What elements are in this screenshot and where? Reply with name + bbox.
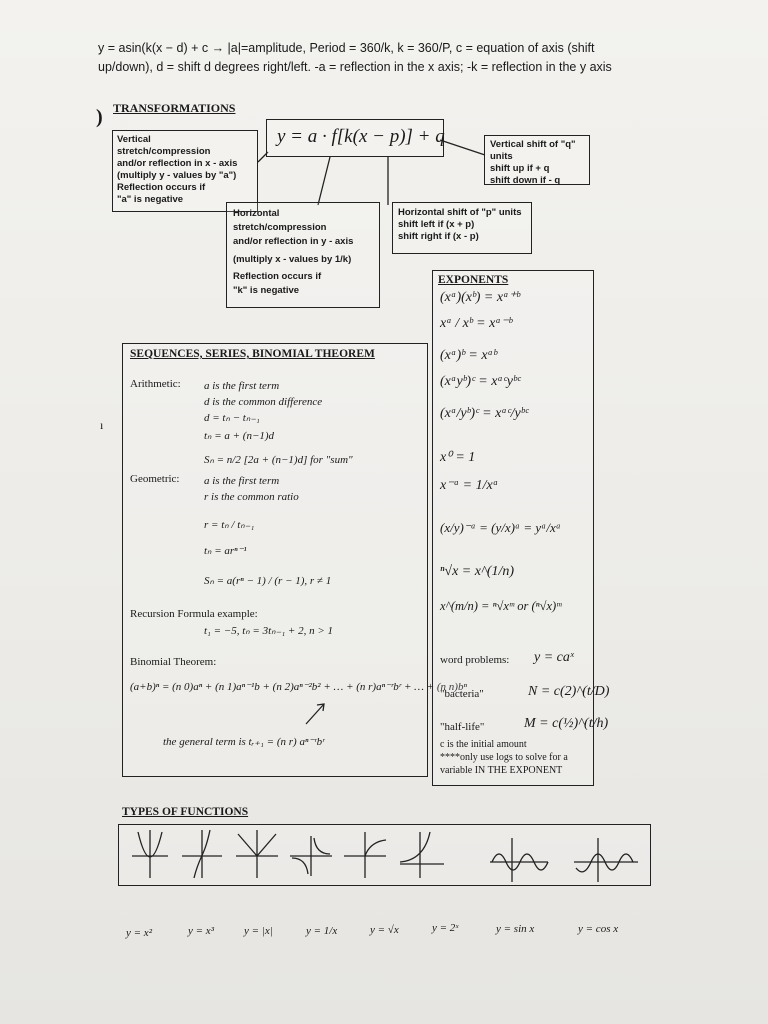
vertical-line: stretch/compression (117, 146, 211, 157)
exponents-title: EXPONENTS (438, 274, 509, 286)
function-label: y = x² (126, 927, 152, 939)
graph-exponential (400, 832, 444, 878)
vshift-line: Vertical shift of "q" units (490, 139, 576, 162)
transformation-formula-box (266, 119, 444, 157)
binomial-formula: (a+b)ⁿ = (n 0)aⁿ + (n 1)aⁿ⁻¹b + (n 2)aⁿ⁻²b² + … + (n r)aⁿ⁻ʳbʳ + … + (n n)bⁿ (130, 681, 467, 693)
horizontal-line: "k" is negative (233, 285, 300, 296)
horizontal-line: Horizontal (233, 208, 280, 219)
vertical-stretch-box (112, 130, 258, 212)
horizontal-line: stretch/compression (233, 222, 327, 233)
hshift-line: shift right if (x - p) (398, 231, 479, 242)
exponent-rule: x⁻ᵃ = 1/xᵃ (440, 478, 499, 493)
arith-line: tₙ = a + (n−1)d (204, 430, 275, 442)
vertical-line: Vertical (117, 134, 151, 145)
bacteria-label: "bacteria" (440, 688, 484, 700)
transformation-formula: y = a · f[k(x − p)] + q (277, 126, 445, 147)
graph-parabola (132, 830, 168, 878)
exponent-rule: xᵃ / xᵇ = xᵃ⁻ᵇ (440, 316, 513, 331)
horizontal-shift-box (392, 202, 532, 254)
vertical-line: (multiply y - values by "a") (117, 170, 237, 181)
binomial-arrow (300, 700, 330, 730)
arith-line: d is the common difference (204, 396, 323, 408)
arithmetic-block (204, 378, 353, 468)
exponent-rule: ⁿ√x = x^(1/n) (440, 564, 515, 579)
function-label: y = |x| (244, 925, 273, 937)
function-graphs (118, 824, 649, 884)
vertical-shift-box (484, 135, 590, 185)
halflife-formula: M = c(½)^(t/h) (524, 716, 609, 731)
arithmetic-label: Arithmetic: (130, 378, 181, 390)
word-problems-formula: y = caˣ (534, 650, 574, 665)
recursion-formula: t₁ = −5, tₙ = 3tₙ₋₁ + 2, n > 1 (204, 625, 334, 637)
horizontal-line: (multiply x - values by 1/k) (233, 254, 352, 265)
bacteria-formula: N = c(2)^(t/D) (528, 684, 610, 699)
exponent-note: ****only use logs to solve for a (440, 752, 568, 763)
function-label: y = √x (370, 924, 399, 936)
graph-reciprocal (290, 836, 332, 876)
function-label: y = 2ˣ (432, 922, 459, 934)
exponent-rule: (xᵃ/yᵇ)ᶜ = xᵃᶜ/yᵇᶜ (440, 406, 529, 421)
sequences-title: SEQUENCES, SERIES, BINOMIAL THEOREM (130, 348, 375, 360)
binomial-label: Binomial Theorem: (130, 656, 217, 668)
exponent-rules (440, 292, 561, 628)
function-label: y = cos x (578, 923, 619, 935)
arith-line: Sₙ = n/2 [2a + (n−1)d] for "sum" (204, 454, 353, 466)
vertical-line: "a" is negative (117, 194, 184, 205)
functions-title: TYPES OF FUNCTIONS (122, 806, 249, 818)
geo-line: r = tₙ / tₙ₋₁ (204, 519, 255, 531)
vshift-line: shift down if - q (490, 175, 561, 186)
exponent-note: variable IN THE EXPONENT (440, 765, 563, 776)
exponent-rule: (xᵃyᵇ)ᶜ = xᵃᶜyᵇᶜ (440, 374, 521, 389)
vshift-line: shift up if + q (490, 163, 550, 174)
margin-mark: ) (96, 106, 103, 128)
graph-cubic (182, 830, 222, 878)
geo-line: r is the common ratio (204, 491, 299, 503)
arith-line: a is the first term (204, 380, 280, 392)
horizontal-stretch-box (226, 202, 380, 308)
top-note-line2: up/down), d = shift d degrees right/left. -a = reflection in the x axis; -k = reflection in the y axis (98, 60, 612, 74)
exponent-note: c is the initial amount (440, 739, 527, 750)
hshift-line: Horizontal shift of "p" units (398, 207, 522, 218)
graph-sqrt (344, 832, 386, 878)
geo-line: a is the first term (204, 475, 280, 487)
vertical-line: and/or reflection in x - axis (117, 158, 238, 169)
general-term: the general term is tᵣ₊₁ = (n r) aⁿ⁻ʳbʳ (163, 736, 325, 748)
recursion-label: Recursion Formula example: (130, 608, 258, 620)
exponent-rule: x^(m/n) = ⁿ√xᵐ or (ⁿ√x)ᵐ (440, 599, 562, 613)
geo-line: Sₙ = a(rⁿ − 1) / (r − 1), r ≠ 1 (204, 575, 332, 587)
horizontal-line: Reflection occurs if (233, 271, 322, 282)
hshift-line: shift left if (x + p) (398, 219, 475, 230)
exponent-rule: (xᵃ)ᵇ = xᵃᵇ (440, 348, 497, 363)
function-label: y = sin x (496, 923, 535, 935)
exponent-rule: (x/y)⁻ᵃ = (y/x)ᵃ = yᵃ/xᵃ (440, 520, 561, 535)
exponent-rule: x⁰ = 1 (440, 450, 476, 465)
horizontal-line: and/or reflection in y - axis (233, 236, 354, 247)
arith-line: d = tₙ − tₙ₋₁ (204, 412, 260, 424)
word-problems-label: word problems: (440, 654, 510, 666)
graph-sine (490, 838, 548, 882)
transformations-title: TRANSFORMATIONS (113, 101, 236, 115)
vertical-line: Reflection occurs if (117, 182, 206, 193)
geometric-label: Geometric: (130, 473, 180, 485)
geo-line: tₙ = arⁿ⁻¹ (204, 545, 247, 557)
graph-cosine (574, 838, 638, 882)
exponent-notes (440, 738, 568, 777)
function-label: y = 1/x (306, 925, 338, 937)
halflife-label: "half-life" (440, 721, 485, 733)
function-label: y = x³ (188, 925, 214, 937)
top-note-line1: y = asin(k(x − d) + c → |a|=amplitude, Period = 360/k, k = 360/P, c = equation of axis (shift (98, 41, 595, 55)
margin-tick: ı (100, 418, 104, 432)
geometric-block (204, 473, 331, 589)
graph-absolute (236, 830, 278, 878)
exponent-rule: (xᵃ)(xᵇ) = xᵃ⁺ᵇ (440, 290, 520, 305)
